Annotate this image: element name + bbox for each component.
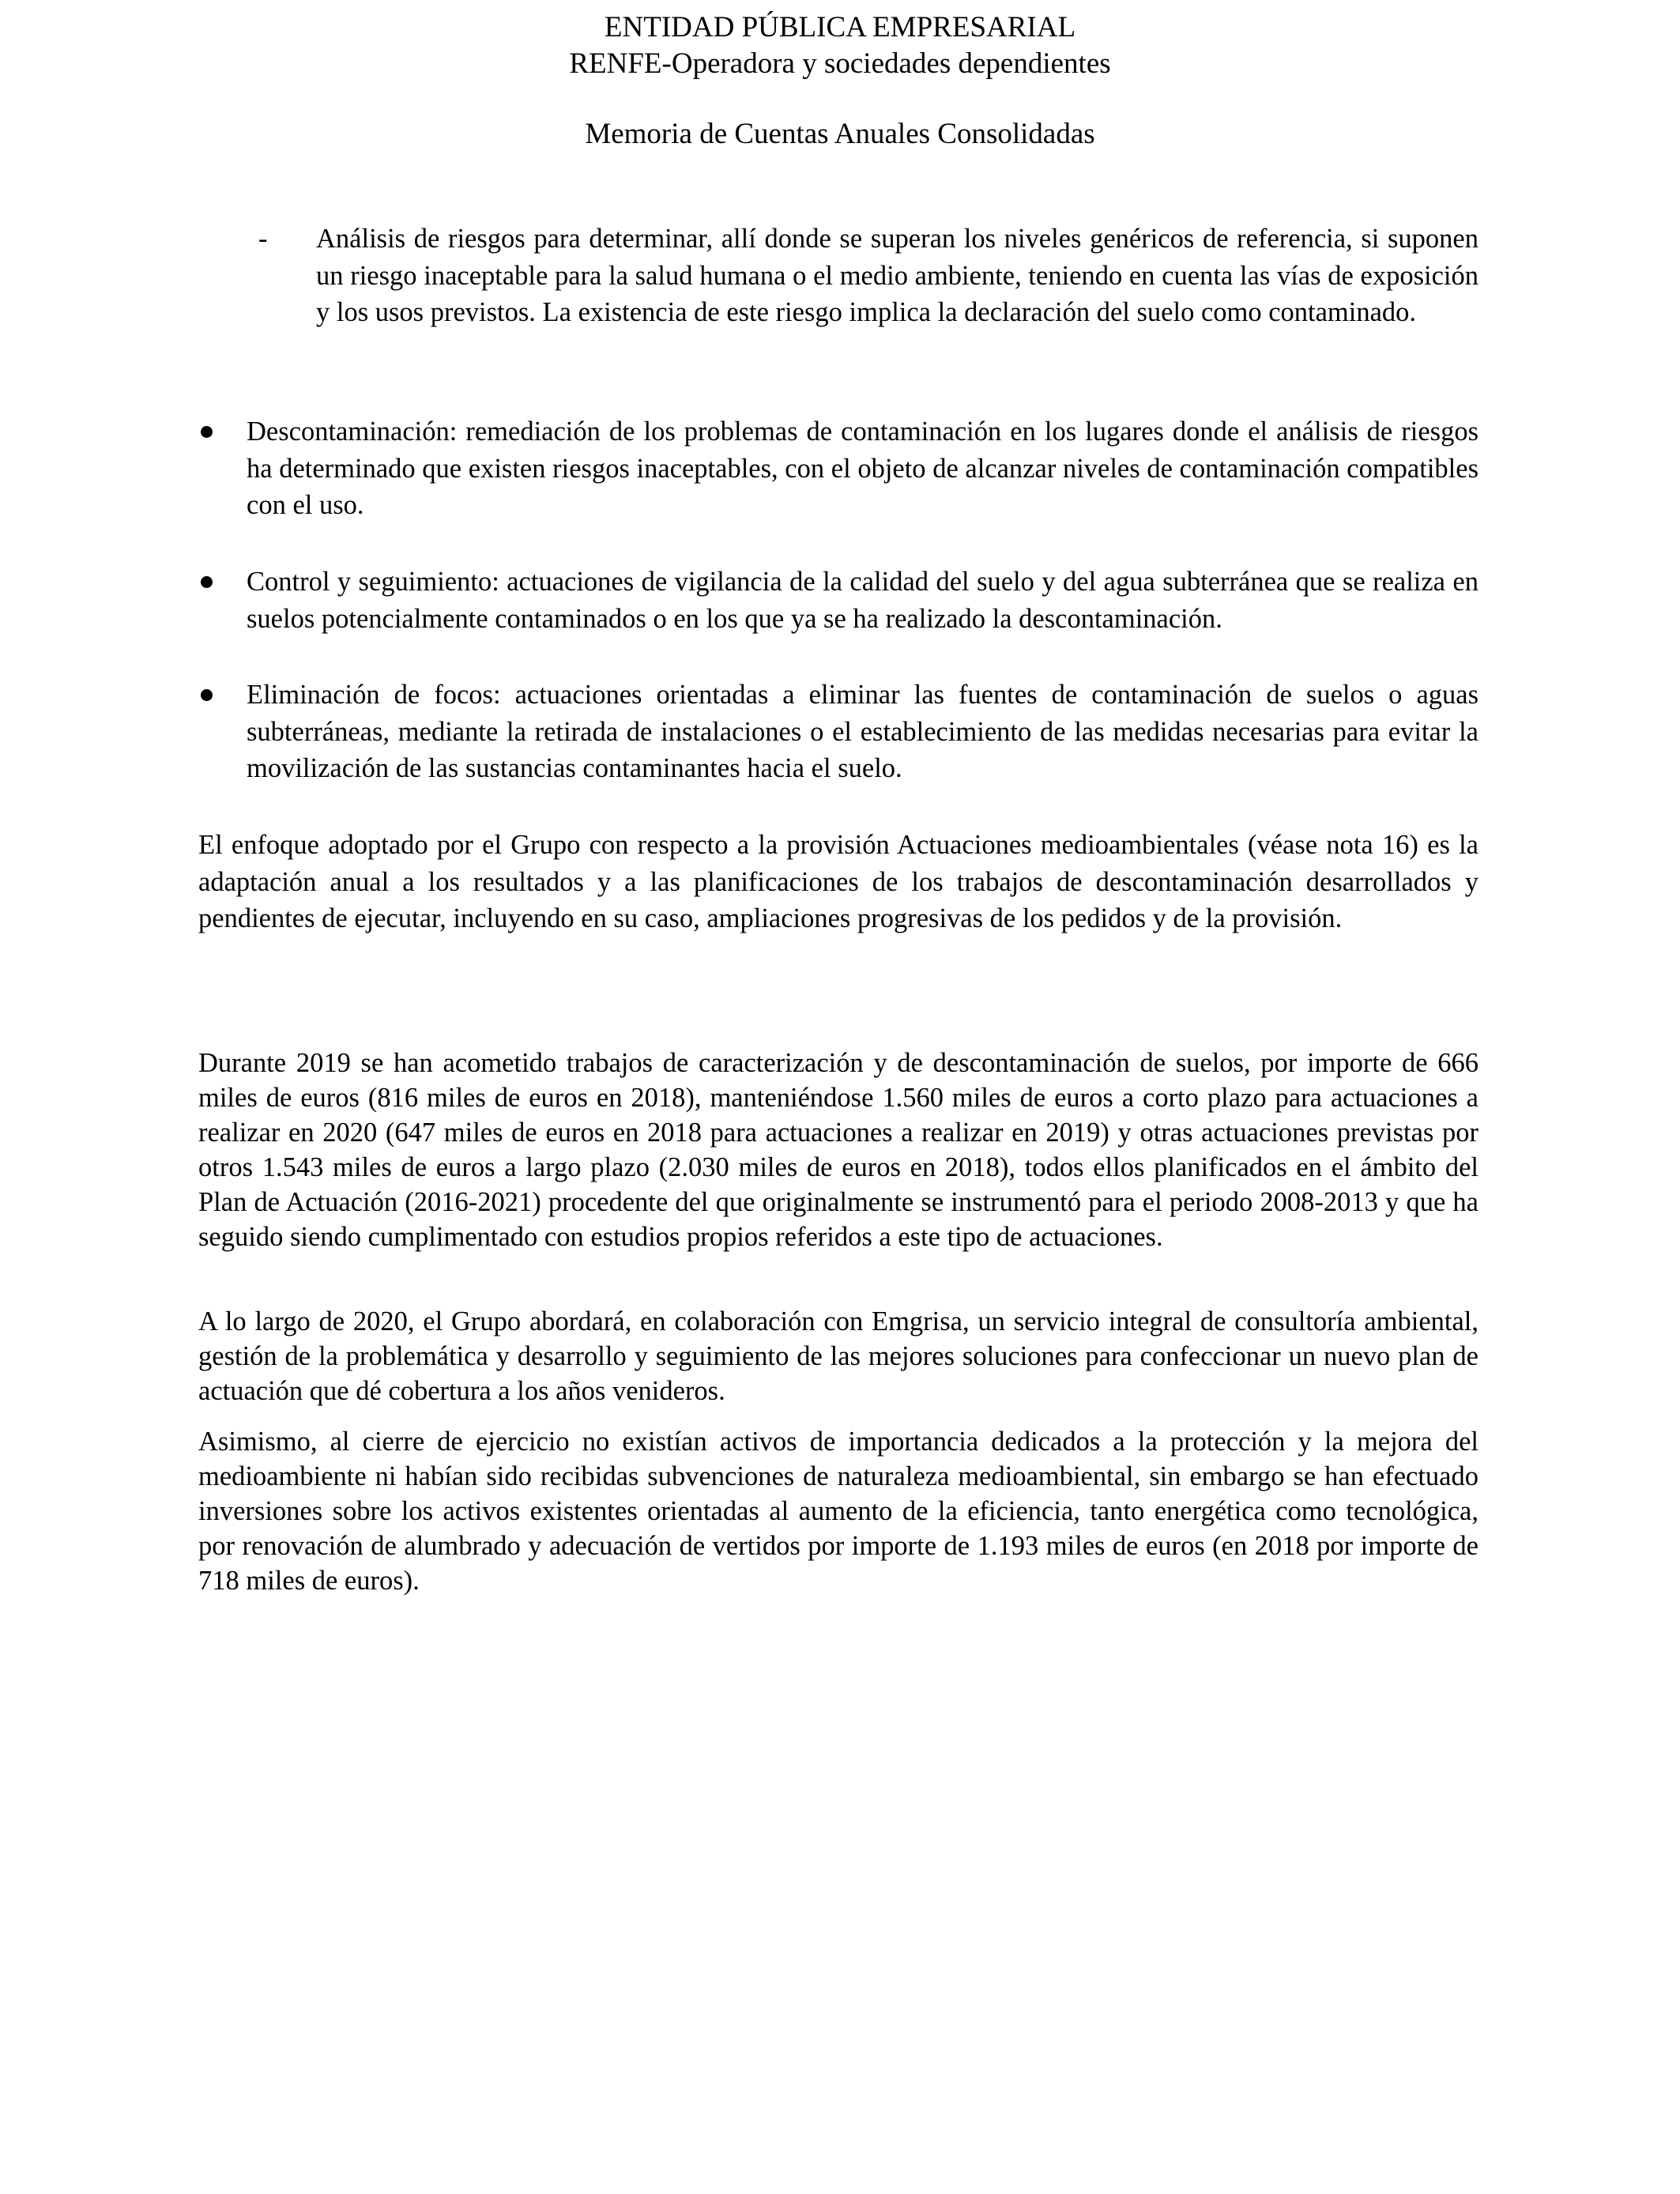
paragraph-text: Asimismo, al cierre de ejercicio no existían activos de importancia dedicados a la protección y la mejora del medioambiente ni habían sido recibidas subvenciones de naturaleza medioambiental, sin embargo se han efectuado inversiones sobre los activos existentes orientadas al aumento de la eficiencia, tanto energética como tecnológica, por renovación de alumbrado y adecuación de vertidos por importe de 1.193 miles de euros (en 2018 por importe de 718 miles de euros). [198,1427,1478,1596]
bullet-text: Control y seguimiento: actuaciones de vigilancia de la calidad del suelo y del agua subterránea que se realiza en suelos potencialmente contaminados o en los que ya se ha realizado la descontaminación. [247,567,1478,634]
paragraph-durante-2019 [198,1046,1478,1254]
bullet-text: Eliminación de focos: actuaciones orientadas a eliminar las fuentes de contaminación de suelos o aguas subterráneas, mediante la retirada de instalaciones o el establecimiento de las medidas necesarias para evitar la movilización de las sustancias contaminantes hacia el suelo. [247,680,1478,783]
paragraph-text: El enfoque adoptado por el Grupo con respecto a la provisión Actuaciones medioambientales (véase nota 16) es la adaptación anual a los resultados y a las planificaciones de los trabajos de descontaminación desarrollados y pendientes de ejecutar, incluyendo en su caso, ampliaciones progresivas de los pedidos y de la provisión. [198,830,1478,933]
header-entity: ENTIDAD PÚBLICA EMPRESARIAL [604,11,1076,43]
page-header [0,9,1680,153]
paragraph-enfoque [198,827,1478,937]
dash-marker: - [258,224,268,254]
dash-list-item: Análisis de riesgos para determinar, allí donde se superan los niveles genéricos de referencia, si suponen un riesgo inaceptable para la salud humana o el medio ambiente, teniendo en cuenta las vías de exposición y los usos previstos. La existencia de este riesgo implica la declaración del suelo como contaminado. [316,224,1478,327]
document-title: Memoria de Cuentas Anuales Consolidadas [585,118,1095,150]
paragraph-asimismo [198,1424,1478,1598]
paragraph-text: Durante 2019 se han acometido trabajos de caracterización y de descontaminación de suelos, por importe de 666 miles de euros (816 miles de euros en 2018), manteniéndose 1.560 miles de euros a corto plazo para actuaciones a realizar en 2020 (647 miles de euros en 2018 para actuaciones a realizar en 2019) y otras actuaciones previstas por otros 1.543 miles de euros a largo plazo (2.030 miles de euros en 2018), todos ellos planificados en el ámbito del Plan de Actuación (2016-2021) procedente del que originalmente se instrumentó para el periodo 2008-2013 y que ha seguido siendo cumplimentado con estudios propios referidos a este tipo de actuaciones. [198,1048,1478,1252]
paragraph-text: A lo largo de 2020, el Grupo abordará, en colaboración con Emgrisa, un servicio integral de consultoría ambiental, gestión de la problemática y desarrollo y seguimiento de las mejores soluciones para confeccionar un nuevo plan de actuación que dé cobertura a los años venideros. [198,1306,1478,1406]
bullet-text: Descontaminación: remediación de los problemas de contaminación en los lugares donde el análisis de riesgos ha determinado que existen riesgos inaceptables, con el objeto de alcanzar niveles de contaminación compatibles con el uso. [247,417,1478,520]
paragraph-a-lo-largo [198,1304,1478,1408]
header-company: RENFE-Operadora y sociedades dependientes [569,47,1111,80]
